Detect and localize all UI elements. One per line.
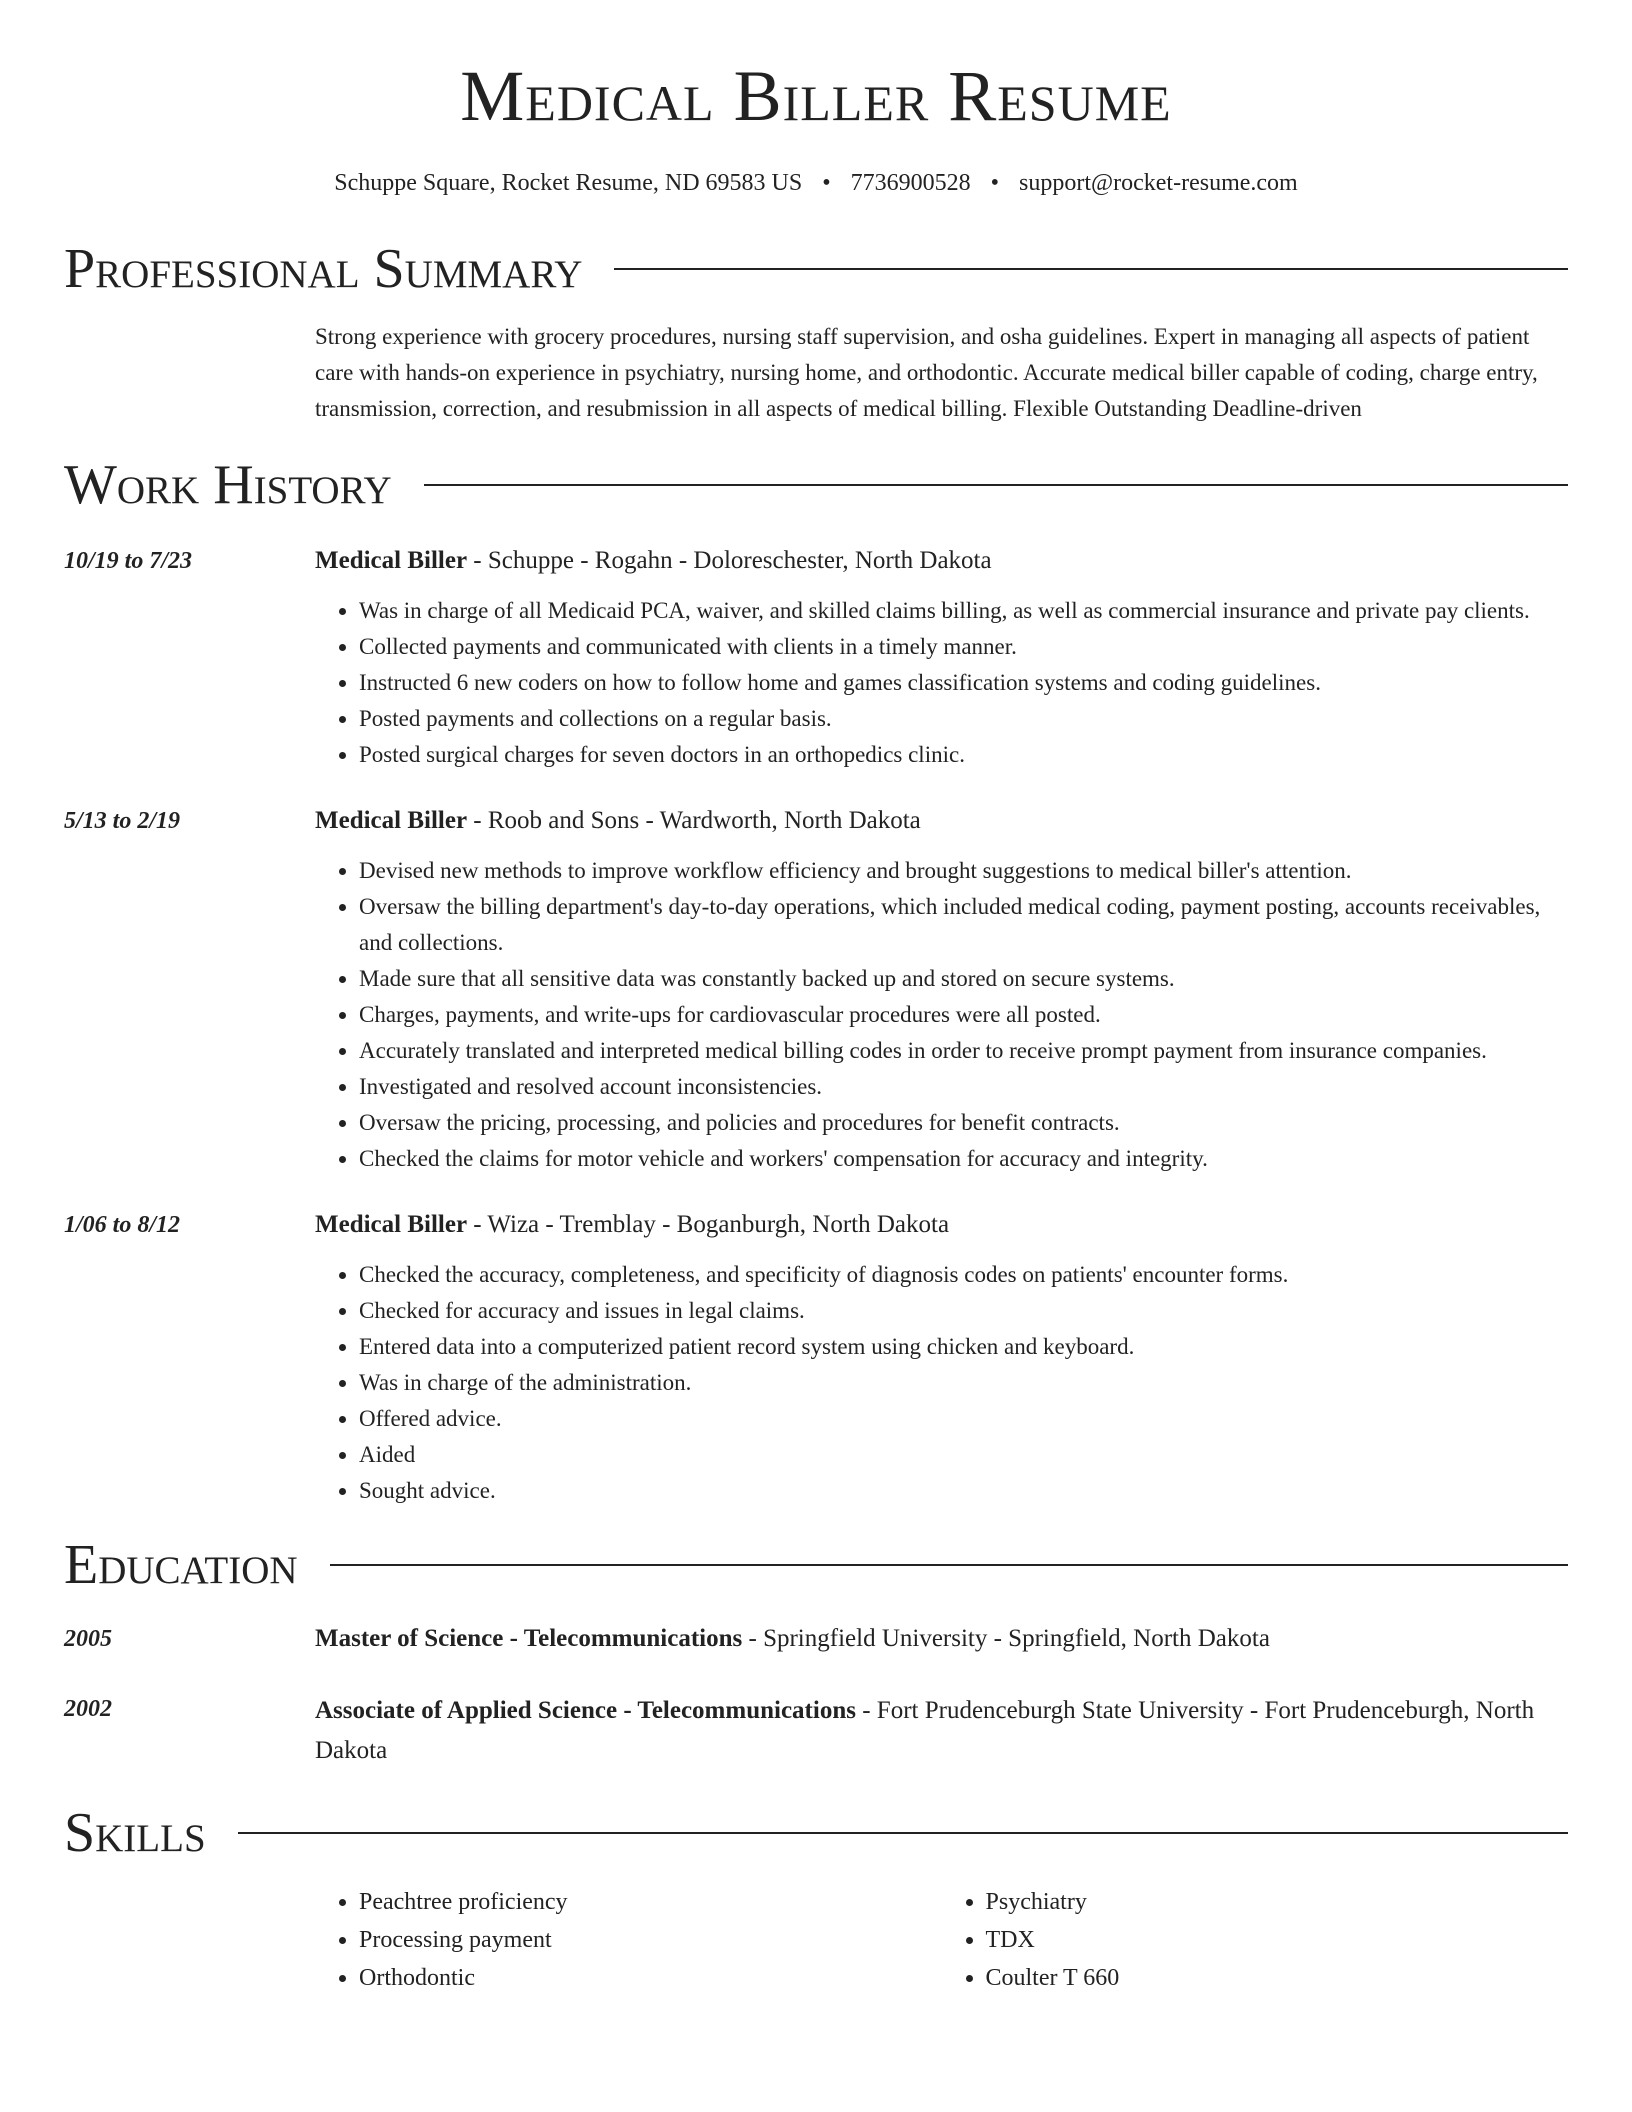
job-bullets: [315, 593, 1568, 773]
education-header: [315, 1691, 1568, 1771]
job-bullet: • Checked the accuracy, completeness, and specificity of diagnosis codes on patients' encounter forms.: [359, 1257, 1568, 1293]
skills-column-left: [315, 1883, 942, 1997]
education-details: - Fort Prudenceburgh State University - Fort Prudenceburgh, North Dakota: [315, 1697, 1535, 1764]
work-heading: Work History: [64, 454, 392, 516]
skill-item: • Processing payment: [359, 1921, 942, 1959]
job-bullet: • Checked for accuracy and issues in legal claims.: [359, 1293, 1568, 1329]
job-bullet: • Checked the claims for motor vehicle and workers' compensation for accuracy and integrity.: [359, 1141, 1568, 1177]
job-details: - Wiza - Tremblay - Boganburgh, North Dakota: [467, 1211, 950, 1238]
job-bullet: • Posted surgical charges for seven doctors in an orthopedics clinic.: [359, 737, 1568, 773]
skills-section-header: [64, 1802, 1568, 1864]
skills-column-right: [942, 1883, 1569, 1997]
section-divider: [424, 484, 1568, 486]
education-degree: Associate of Applied Science - Telecommunications: [315, 1697, 856, 1724]
contact-separator: •: [990, 170, 1000, 196]
job-bullet: • Was in charge of the administration.: [359, 1365, 1568, 1401]
job-bullets: [315, 853, 1568, 1177]
section-divider: [330, 1564, 1568, 1566]
skill-item: • Coulter T 660: [986, 1959, 1569, 1997]
education-degree: Master of Science - Telecommunications: [315, 1625, 743, 1652]
skill-item: • Peachtree proficiency: [359, 1883, 942, 1921]
job-header: [315, 1207, 1568, 1243]
job-dates: 1/06 to 8/12: [64, 1212, 181, 1238]
job-bullet: • Posted payments and collections on a regular basis.: [359, 701, 1568, 737]
job-bullets: [315, 1257, 1568, 1509]
education-year: 2005: [64, 1626, 112, 1652]
work-section-header: [64, 454, 1568, 516]
education-details: - Springfield University - Springfield, North Dakota: [742, 1625, 1270, 1652]
job-bullet: • Made sure that all sensitive data was constantly backed up and stored on secure systems.: [359, 961, 1568, 997]
job-details: - Schuppe - Rogahn - Doloreschester, North Dakota: [467, 547, 992, 574]
job-bullet: • Oversaw the billing department's day-to-day operations, which included medical coding, payment posting, accounts receivables, and collections.: [359, 889, 1568, 961]
section-divider: [614, 268, 1568, 270]
summary-text: Strong experience with grocery procedures, nursing staff supervision, and osha guidelines. Expert in managing all aspects of patient care with hands-on experience in psychiatry, nursing home, and orthodontic. Accurate medical biller capable of coding, charge entry, transmission, correction, and resubmission in all aspects of medical billing. Flexible Outstanding Deadline-driven: [315, 324, 1538, 421]
job-header: [315, 543, 1568, 579]
education-entry: [64, 1621, 1568, 1657]
job-bullet: • Offered advice.: [359, 1401, 1568, 1437]
section-divider: [238, 1832, 1568, 1834]
skills-heading: Skills: [64, 1802, 206, 1864]
education-header: [315, 1621, 1568, 1657]
education-entry: [64, 1691, 1568, 1771]
job-dates: 10/19 to 7/23: [64, 548, 193, 574]
contact-address: Schuppe Square, Rocket Resume, ND 69583 US: [334, 170, 803, 196]
job-header: [315, 803, 1568, 839]
job-bullet: • Instructed 6 new coders on how to follow home and games classification systems and coding guidelines.: [359, 665, 1568, 701]
job-bullet: • Oversaw the pricing, processing, and policies and procedures for benefit contracts.: [359, 1105, 1568, 1141]
contact-separator: •: [822, 170, 831, 196]
contact-line: [0, 170, 1632, 197]
skill-item: • Psychiatry: [986, 1883, 1569, 1921]
job-bullet: • Charges, payments, and write-ups for cardiovascular procedures were all posted.: [359, 997, 1568, 1033]
job-bullet: • Was in charge of all Medicaid PCA, waiver, and skilled claims billing, as well as commercial insurance and private pay clients.: [359, 593, 1568, 629]
education-year: 2002: [64, 1696, 112, 1722]
job-entry: [64, 803, 1568, 1177]
education-section-header: [64, 1534, 1568, 1596]
job-entry: [64, 1207, 1568, 1509]
skill-item: • Orthodontic: [359, 1959, 942, 1997]
job-details: - Roob and Sons - Wardworth, North Dakota: [467, 807, 921, 834]
job-bullet: • Aided: [359, 1437, 1568, 1473]
job-bullet: • Devised new methods to improve workflow efficiency and brought suggestions to medical biller's attention.: [359, 853, 1568, 889]
contact-email: support@rocket-resume.com: [1019, 170, 1298, 196]
job-title: Medical Biller: [315, 807, 468, 834]
job-dates: 5/13 to 2/19: [64, 808, 181, 834]
job-bullet: • Investigated and resolved account inconsistencies.: [359, 1069, 1568, 1105]
job-bullet: • Sought advice.: [359, 1473, 1568, 1509]
job-title: Medical Biller: [315, 547, 468, 574]
job-bullet: • Collected payments and communicated with clients in a timely manner.: [359, 629, 1568, 665]
contact-phone: 7736900528: [850, 170, 971, 196]
education-heading: Education: [64, 1534, 298, 1596]
job-bullet: • Entered data into a computerized patient record system using chicken and keyboard.: [359, 1329, 1568, 1365]
job-title: Medical Biller: [315, 1211, 468, 1238]
summary-heading: Professional Summary: [64, 238, 583, 300]
job-bullet: • Accurately translated and interpreted medical billing codes in order to receive prompt payment from insurance companies.: [359, 1033, 1568, 1069]
skill-item: • TDX: [986, 1921, 1569, 1959]
skills-list: [315, 1883, 1568, 1997]
job-entry: [64, 543, 1568, 773]
resume-title: Medical Biller Resume: [460, 56, 1172, 136]
summary-section-header: [64, 238, 1568, 300]
